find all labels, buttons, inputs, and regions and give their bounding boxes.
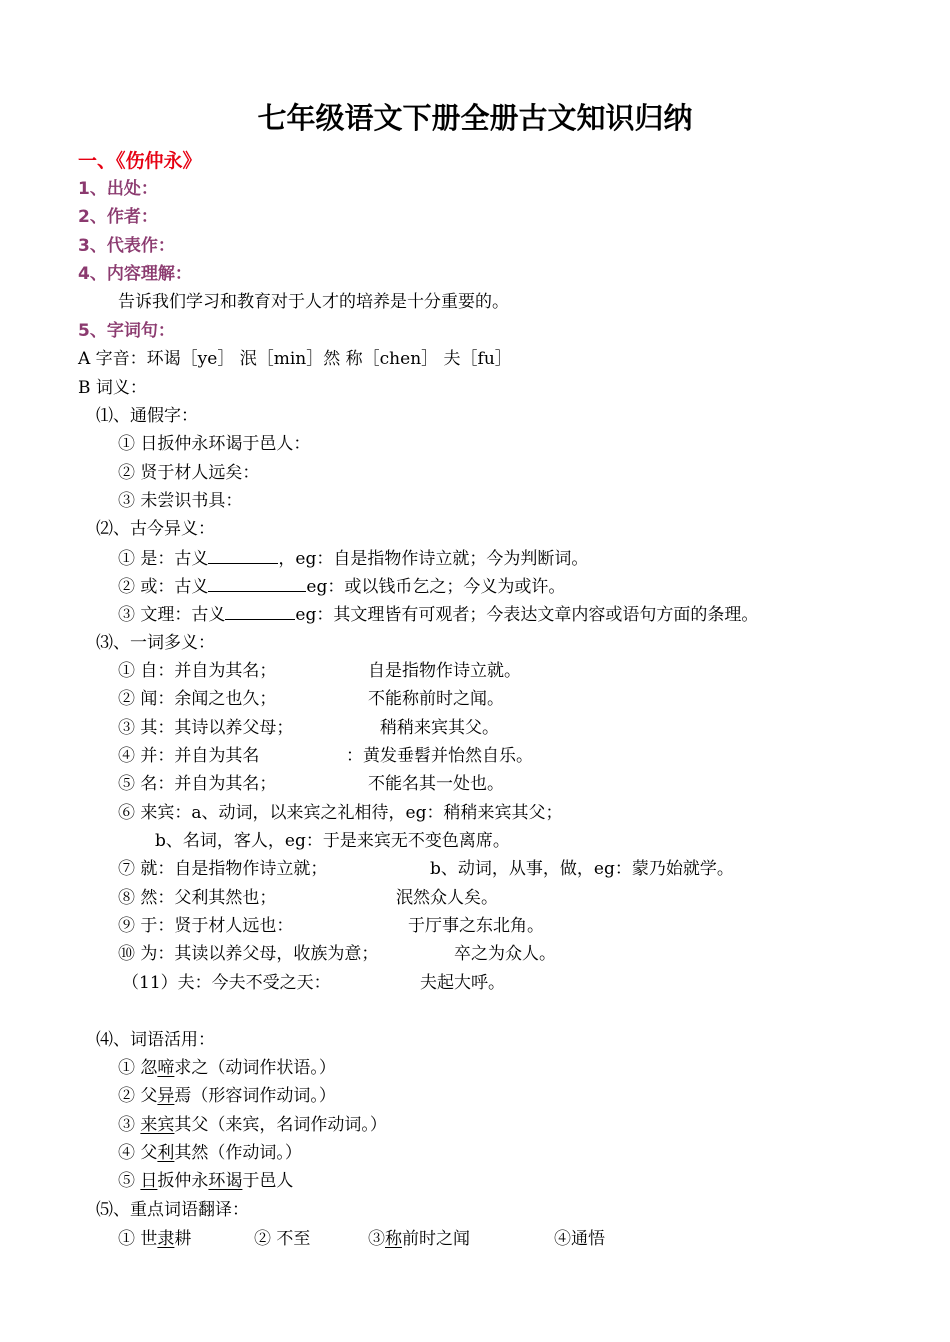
fanyi-item: ④通悟 — [554, 1229, 605, 1249]
fanyi-item: ② 不至 — [254, 1229, 311, 1249]
text: 其然（作动词。） — [174, 1143, 302, 1163]
page-title: 七年级语文下册全册古文知识归纳 — [257, 101, 693, 135]
underlined-word: 环谒 — [208, 1171, 243, 1191]
duoyi-row — [118, 887, 498, 909]
gujin-post: eg：或以钱币乞之；今义为或许。 — [306, 577, 566, 597]
text: 扳仲永 — [157, 1171, 209, 1191]
duoyi-row — [118, 660, 521, 682]
heading-words: 5、字词句： — [78, 321, 175, 341]
duoyi-row — [118, 688, 504, 710]
text: ③ — [118, 1115, 141, 1135]
answer-blank[interactable] — [225, 603, 295, 620]
section-heading: 一、《伤仲永》 — [78, 150, 202, 172]
duoyi-row — [122, 972, 505, 994]
heading-understanding: 4、内容理解： — [78, 264, 192, 284]
underlined-word: 称 — [385, 1229, 402, 1249]
text: 耕 — [174, 1229, 192, 1249]
duoyi-sense-b: 泯然众人矣。 — [396, 888, 498, 908]
duoyi-sense-a: ② 闻：余闻之也久； — [118, 689, 277, 709]
duoyi-sense-b: 自是指物作诗立就。 — [368, 661, 521, 681]
meaning-heading: B 词义： — [78, 378, 147, 398]
duoyi-sense-a: （11）夫：今夫不受之天： — [122, 973, 331, 993]
duoyi-row: ⑥ 来宾：a、动词，以来宾之礼相待，eg：稍稍来宾其父； — [118, 803, 563, 823]
duoyi-row — [118, 745, 533, 767]
duoyi-sense-a: ⑧ 然：父利其然也； — [118, 888, 277, 908]
heading-author: 2、作者： — [78, 207, 158, 227]
duoyi-row — [118, 773, 504, 795]
huoyong-item — [118, 1057, 336, 1079]
text: 求之（动词作状语。） — [174, 1058, 336, 1078]
gujin-heading: ⑵、古今异义： — [96, 519, 215, 539]
duoyi-sense-b: 夫起大呼。 — [420, 973, 505, 993]
duoyi-row — [118, 915, 544, 937]
duoyi-sense-a: ⑤ 名：并自为其名； — [118, 774, 277, 794]
huoyong-item — [118, 1085, 336, 1107]
tongjia-item: ① 日扳仲永环谒于邑人： — [118, 434, 311, 454]
heading-source: 1、出处： — [78, 179, 158, 199]
text: 于邑人 — [242, 1171, 294, 1191]
text: ④ 父 — [118, 1143, 158, 1163]
underlined-word: 啼 — [157, 1058, 175, 1078]
text: 焉（形容词作动词。） — [174, 1086, 336, 1106]
duoyi-heading: ⑶、一词多义： — [96, 633, 215, 653]
gujin-item — [118, 603, 758, 626]
duoyi-sense-b: ：黄发垂髫并怡然自乐。 — [346, 746, 533, 766]
underlined-word: 隶 — [157, 1229, 175, 1249]
underlined-word: 异 — [157, 1086, 175, 1106]
tongjia-item: ② 贤于材人远矣： — [118, 463, 260, 483]
tongjia-heading: ⑴、通假字： — [96, 406, 198, 426]
text: ③ — [368, 1229, 385, 1249]
huoyong-item — [118, 1114, 387, 1136]
text: 前时之闻 — [402, 1229, 470, 1249]
duoyi-row — [118, 717, 499, 739]
duoyi-row — [118, 858, 734, 880]
text: ① 忽 — [118, 1058, 158, 1078]
huoyong-item — [118, 1170, 293, 1192]
fanyi-item — [368, 1228, 470, 1250]
underlined-word: 日 — [140, 1171, 158, 1191]
duoyi-sense-b: 稍稍来宾其父。 — [380, 718, 499, 738]
duoyi-sense-a: ③ 其：其诗以养父母； — [118, 718, 294, 738]
duoyi-sense-b: 不能名其一处也。 — [368, 774, 504, 794]
duoyi-sense-a: ④ 并：并自为其名 — [118, 746, 260, 766]
gujin-pre: ① 是：古义 — [118, 549, 209, 569]
fanyi-heading: ⑸、重点词语翻译： — [96, 1200, 249, 1220]
gujin-item — [118, 575, 565, 598]
duoyi-sense-a: ⑦ 就：自是指物作诗立就； — [118, 859, 328, 879]
underlined-word: 来宾 — [140, 1115, 175, 1135]
heading-works: 3、代表作： — [78, 236, 175, 256]
answer-blank[interactable] — [208, 547, 278, 564]
huoyong-heading: ⑷、词语活用： — [96, 1030, 215, 1050]
answer-blank[interactable] — [208, 575, 306, 592]
duoyi-sense-b: 卒之为众人。 — [454, 944, 556, 964]
text: ⑤ — [118, 1171, 141, 1191]
text: ② 父 — [118, 1086, 158, 1106]
fanyi-row — [118, 1228, 678, 1250]
pronunciation-line: A 字音：环谒［ye］ 泯［min］然 称［chen］ 夫［fu］ — [78, 349, 512, 369]
duoyi-sense-a: ⑩ 为：其读以养父母，收族为意； — [118, 944, 379, 964]
duoyi-sense-a: ⑨ 于：贤于材人远也： — [118, 916, 294, 936]
gujin-post: ，eg：自是指物作诗立就；今为判断词。 — [278, 549, 589, 569]
tongjia-item: ③ 未尝识书具： — [118, 491, 243, 511]
text: ① 世 — [118, 1229, 158, 1249]
duoyi-sense-a: ① 自：并自为其名； — [118, 661, 277, 681]
gujin-post: eg：其文理皆有可观者；今表达文章内容或语句方面的条理。 — [295, 605, 759, 625]
text: 其父（来宾，名词作动词。） — [174, 1115, 387, 1135]
gujin-pre: ③ 文理：古义 — [118, 605, 226, 625]
duoyi-sense-b: b、动词，从事，做，eg：蒙乃始就学。 — [430, 859, 734, 879]
duoyi-row: b、名词，客人，eg：于是来宾无不变色离席。 — [155, 831, 510, 851]
gujin-item — [118, 547, 588, 570]
duoyi-sense-b: 不能称前时之闻。 — [368, 689, 504, 709]
underlined-word: 利 — [157, 1143, 175, 1163]
understanding-text: 告诉我们学习和教育对于人才的培养是十分重要的。 — [118, 292, 509, 312]
duoyi-row — [118, 943, 556, 965]
huoyong-item — [118, 1142, 302, 1164]
gujin-pre: ② 或：古义 — [118, 577, 209, 597]
duoyi-sense-b: 于厅事之东北角。 — [408, 916, 544, 936]
